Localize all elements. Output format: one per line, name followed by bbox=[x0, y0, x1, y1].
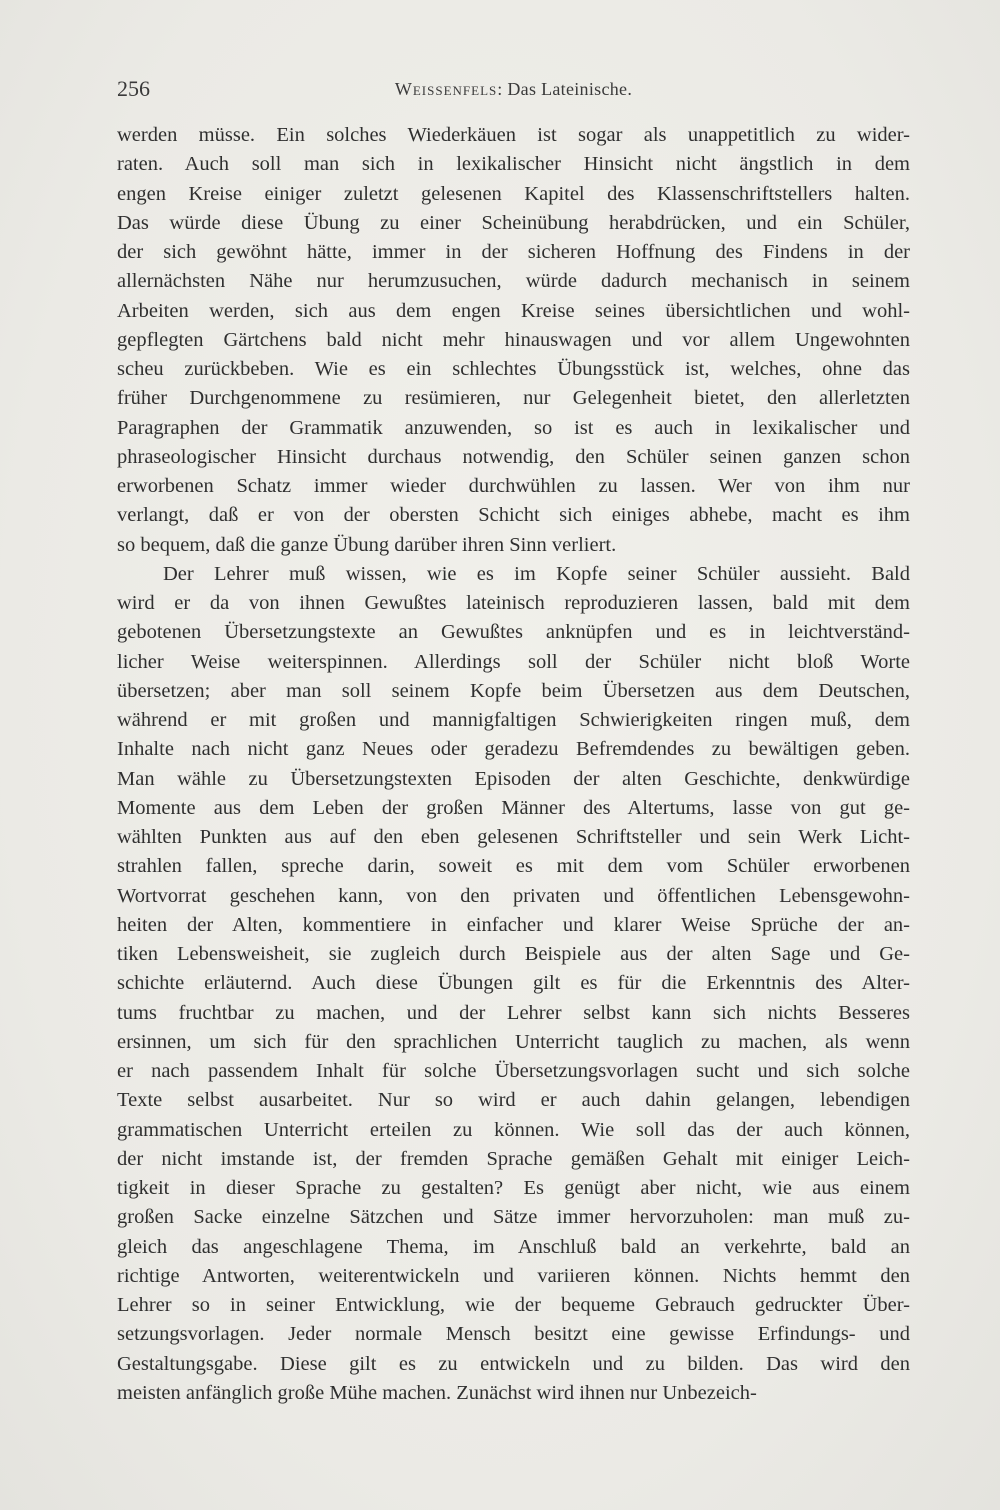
text-line: übersetzen; aber man soll seinem Kopfe beim Übersetzen aus dem Deutschen, bbox=[117, 679, 910, 702]
text-line: Arbeiten werden, sich aus dem engen Kreise seines übersichtlichen und wohl- bbox=[117, 299, 910, 322]
body-text bbox=[117, 121, 910, 1408]
running-head-title: Das Lateinische. bbox=[507, 79, 633, 99]
text-line: während er mit großen und mannigfaltigen Schwierigkeiten ringen muß, dem bbox=[117, 709, 910, 731]
text-line: richtige Antworten, weiterentwickeln und variieren können. Nichts hemmt den bbox=[117, 1264, 910, 1287]
text-line: früher Durchgenommene zu resümieren, nur Gelegenheit bietet, den allerletzten bbox=[117, 387, 910, 410]
text-line: großen Sacke einzelne Sätzchen und Sätze immer hervorzuholen: man muß zu- bbox=[117, 1206, 910, 1229]
text-line: so bequem, daß die ganze Übung darüber ihren Sinn verliert. bbox=[117, 533, 617, 556]
text-line: Der Lehrer muß wissen, wie es im Kopfe seiner Schüler aussieht. Bald bbox=[163, 562, 910, 585]
text-line: heiten der Alten, kommentiere in einfacher und klarer Weise Sprüche der an- bbox=[117, 913, 910, 936]
text-line: gebotenen Übersetzungstexte an Gewußtes anknüpfen und es in leichtverständ- bbox=[117, 621, 910, 644]
text-line: allernächsten Nähe nur herumzusuchen, würde dadurch mechanisch in seinem bbox=[117, 270, 910, 293]
page-number: 256 bbox=[117, 76, 150, 101]
running-head-separator: : bbox=[497, 79, 503, 99]
text-line: tiken Lebensweisheit, sie zugleich durch Beispiele aus der alten Sage und Ge- bbox=[117, 943, 910, 965]
text-line: gepflegten Gärtchens bald nicht mehr hinauswagen und vor allem Ungewohnten bbox=[117, 328, 910, 351]
text-line: er nach passendem Inhalt für solche Übersetzungsvorlagen sucht und sich solche bbox=[117, 1060, 910, 1082]
text-line: Texte selbst ausarbeitet. Nur so wird er auch dahin gelangen, lebendigen bbox=[117, 1089, 910, 1112]
text-line: tums fruchtbar zu machen, und der Lehrer selbst kann sich nichts Besseres bbox=[117, 1001, 910, 1024]
text-line: licher Weise weiterspinnen. Allerdings soll der Schüler nicht bloß Worte bbox=[117, 650, 910, 673]
page-header bbox=[117, 74, 910, 104]
text-line: wählten Punkten aus auf den eben gelesenen Schriftsteller und sein Werk Licht- bbox=[117, 826, 910, 848]
text-line: verlangt, daß er von der obersten Schicht sich einiges abhebe, macht es ihm bbox=[117, 504, 910, 527]
text-line: Paragraphen der Grammatik anzuwenden, so ist es auch in lexikalischer und bbox=[117, 416, 910, 439]
text-line: erworbenen Schatz immer wieder durchwühlen zu lassen. Wer von ihm nur bbox=[117, 475, 910, 497]
text-line: Inhalte nach nicht ganz Neues oder geradezu Befremdendes zu bewältigen geben. bbox=[117, 738, 910, 761]
text-line: strahlen fallen, spreche darin, soweit es mit dem vom Schüler erworbenen bbox=[117, 855, 910, 878]
text-line: schichte erläuternd. Auch diese Übungen gilt es für die Erkenntnis des Alter- bbox=[117, 972, 910, 995]
running-head-author: Weissenfels bbox=[394, 79, 498, 99]
text-line: Lehrer so in seiner Entwicklung, wie der bequeme Gebrauch gedruckter Über- bbox=[117, 1294, 910, 1316]
text-line: der nicht imstande ist, der fremden Sprache gemäßen Gehalt mit einiger Leich- bbox=[117, 1147, 910, 1170]
text-line: phraseologischer Hinsicht durchaus notwendig, den Schüler seinen ganzen schon bbox=[117, 445, 910, 468]
text-line: setzungsvorlagen. Jeder normale Mensch besitzt eine gewisse Erfindungs- und bbox=[117, 1323, 910, 1346]
text-line: der sich gewöhnt hätte, immer in der sicheren Hoffnung des Findens in der bbox=[117, 241, 910, 263]
text-line: tigkeit in dieser Sprache zu gestalten? Es genügt aber nicht, wie aus einem bbox=[117, 1177, 910, 1199]
text-line: Das würde diese Übung zu einer Scheinübung herabdrücken, und ein Schüler, bbox=[117, 211, 910, 234]
text-line: Gestaltungsgabe. Diese gilt es zu entwickeln und zu bilden. Das wird den bbox=[117, 1352, 910, 1375]
text-line: gleich das angeschlagene Thema, im Anschluß bald an verkehrte, bald an bbox=[117, 1235, 910, 1258]
text-line: ersinnen, um sich für den sprachlichen Unterricht tauglich zu machen, als wenn bbox=[117, 1030, 910, 1053]
running-head bbox=[117, 74, 910, 104]
paragraph bbox=[117, 121, 910, 560]
text-line: raten. Auch soll man sich in lexikalischer Hinsicht nicht ängstlich in dem bbox=[117, 153, 910, 176]
text-line: scheu zurückbeben. Wie es ein schlechtes Übungsstück ist, welches, ohne das bbox=[117, 358, 910, 380]
text-line: meisten anfänglich große Mühe machen. Zunächst wird ihnen nur Unbezeich- bbox=[117, 1381, 757, 1404]
text-line: Man wähle zu Übersetzungstexten Episoden der alten Geschichte, denkwürdige bbox=[117, 767, 910, 790]
text-line: Wortvorrat geschehen kann, von den privaten und öffentlichen Lebensgewohn- bbox=[117, 884, 910, 907]
paragraph bbox=[117, 560, 910, 1408]
text-line: werden müsse. Ein solches Wiederkäuen ist sogar als unappetitlich zu wider- bbox=[117, 124, 910, 146]
text-line: engen Kreise einiger zuletzt gelesenen Kapitel des Klassenschriftstellers halten. bbox=[117, 182, 910, 205]
text-line: Momente aus dem Leben der großen Männer des Altertums, lasse von gut ge- bbox=[117, 796, 910, 819]
text-line: wird er da von ihnen Gewußtes lateinisch reproduzieren lassen, bald mit dem bbox=[117, 592, 910, 614]
text-line: grammatischen Unterricht erteilen zu können. Wie soll das der auch können, bbox=[117, 1118, 910, 1141]
